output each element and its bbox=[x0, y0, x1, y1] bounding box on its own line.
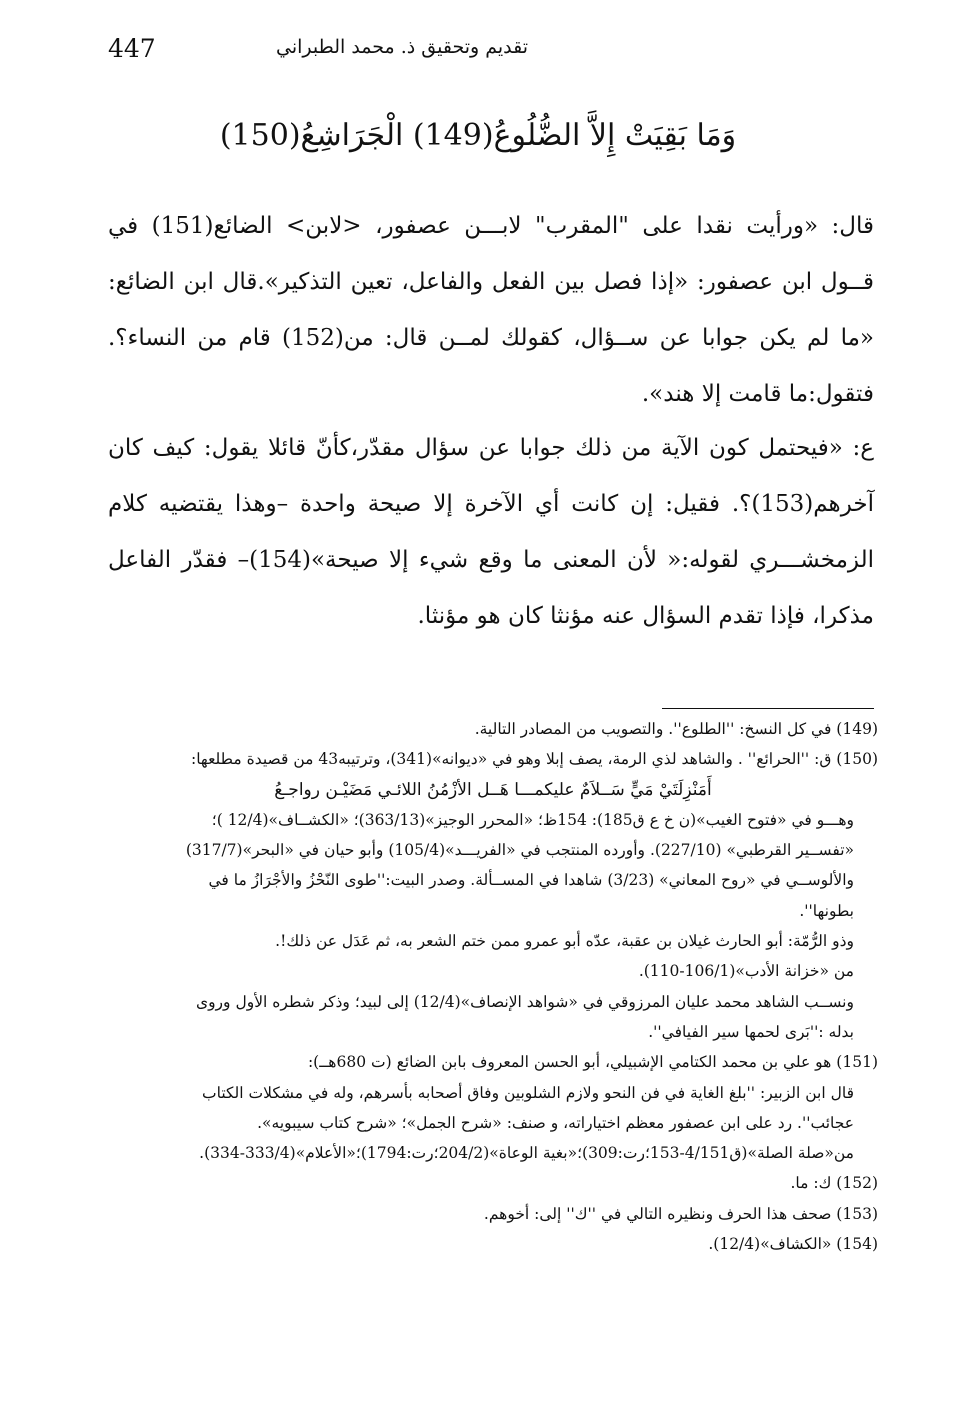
footnote-151-line: عجائب''. رد على ابن عصفور معظم اختياراته، و صنف: «شرح الجمل»؛ «شرح كتاب سيبويه». bbox=[257, 1113, 854, 1132]
footnote-154: (154) «الكشاف»(12/4). bbox=[708, 1235, 878, 1254]
footnote-151-line: من«صلة الصلة»(ق4/151-153؛رت:309)؛«بغية الوعاة»(204/2؛رت:1794)؛«الأعلام»(333/4-334). bbox=[199, 1144, 854, 1163]
footnote-150-line: «تفســير القرطبي» (227/10). وأورده المنتجب في «الفريـــد»(105/4) وأبو حيان في «البحر»(317/7) bbox=[185, 841, 854, 860]
footnote-151-line: قال ابن الزبير: ''بلغ الغاية في فن النحو ولازم الشلوبين وفاق أصحابه بأسرهم، وله في مشكلات الكتاب bbox=[202, 1083, 854, 1102]
footnote-150-line: والألوســي في «روح المعاني» (3/23) شاهدا في المســألة. وصدر البيت:''طوى النّحْزُ والأجْرَازُ ما في bbox=[208, 871, 854, 890]
footnote-150-line: وذو الرُّمّة: أبو الحارث غيلان بن عقبة، عدّه أبو عمرو ممن ختم الشعر به، ثم عَدَل عن ذلك!. bbox=[275, 932, 854, 951]
footnote-150: (150) ق: ''الحرائع'' . والشاهد لذي الرمة، يصف إبلا وهو في «ديوانه»(341)، وترتيبه43 من قصيدة مطلعها: bbox=[190, 750, 878, 769]
footnote-separator bbox=[662, 708, 874, 709]
footnote-151: (151) هو علي بن محمد الكتامي الإشبيلي، أبو الحسن المعروف بابن الضائع (ت 680هــ): bbox=[307, 1053, 878, 1072]
footnote-150-line: بطونها''. bbox=[799, 901, 854, 920]
paragraph-1: قال: «ورأيت نقدا على "المقرب" لابـــن عصفور، <لابن> الضائع(151) في قــول ابن عصفور: «إذا فصل بين الفعل والفاعل، تعين التذكير».قال ابن الضائع: «ما لم يكن جوابا عن ســؤال، كقولك لمــن قال: من(152) قام من النساء؟. فتقول:ما قامت إلا هند». bbox=[108, 213, 874, 407]
footnote-150-line: ونســب الشاهد محمد عليان المرزوقي في «شواهد الإنصاف»(12/4) إلى لبيد؛ وذكر شطره الأول وروى bbox=[195, 992, 854, 1011]
footnote-149: (149) في كل النسخ: ''الطلوع''. والتصويب من المصادر التالية. bbox=[474, 720, 878, 738]
poetry-verse: وَمَا بَقِيَتْ إِلاَّ الضُّلُوعُ(149) الْجَرَاشِعُ(150) bbox=[219, 118, 737, 153]
footnote-153: (153) صحف هذا الحرف ونظيره التالي في ''ك'' إلى: أخوهم. bbox=[483, 1204, 878, 1223]
running-head: تقديم وتحقيق ذ. محمد الطبراني bbox=[276, 36, 529, 58]
page-header bbox=[108, 34, 878, 74]
footnote-150-poem-line: أَمَنْزِلَتَيْ مَيٍّ سَــلاَمٌ عليكمـــا هَــل الأزْمُنُ اللائـي مَضَيْـن رواجـعُ bbox=[274, 779, 712, 800]
footnotes-section bbox=[108, 714, 878, 1259]
footnote-152: (152) ك: ما. bbox=[790, 1174, 878, 1193]
footnote-150-line: من «خزانة الأدب»(106/1-110). bbox=[638, 962, 854, 981]
footnote-150-line: وهـــو في «فتوح الغيب»(ن خ ع ق185): 154ظ؛ «المحرر الوجيز»(363/13)؛ «الكشــاف»(12/4 )؛ bbox=[211, 810, 854, 829]
page-number: 447 bbox=[108, 34, 156, 63]
paragraph-2: ع: «فيحتمل كون الآية من ذلك جوابا عن سؤال مقدّر،كأنّ قائلا يقول: كيف كان آخرهم(153)؟. فقيل: إن كانت أي الآخرة إلا صيحة واحدة –وهذا يقتضيه كلام الزمخشـــري لقوله:« لأن المعنى ما وقع شيء إلا صيحة»(154)– فقدّر الفاعل مذكرا، فإذا تقدم السؤال عنه مؤنثا كان هو مؤنثا. bbox=[108, 435, 874, 629]
footnote-150-line: بدله :''بَرى لحمها سير الفيافي''. bbox=[648, 1022, 854, 1041]
